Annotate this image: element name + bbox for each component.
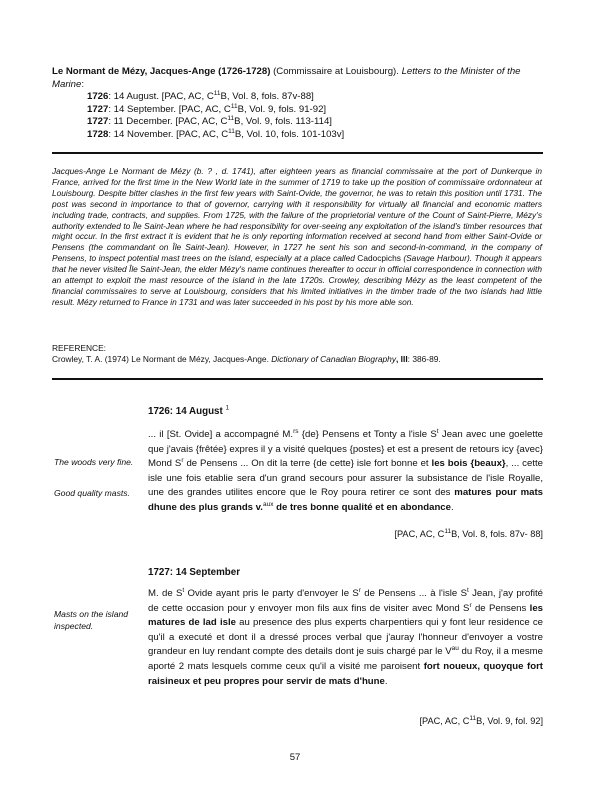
author-name: Le Normant de Mézy, Jacques-Ange (1726-1728) [52, 66, 271, 77]
entry-body: ... il [St. Ovide] a accompagné M.$^{rs}$ {de} Pensens et Tonty a l'isle $S^t$ Jean avec une goelette que j'avais {frêtée} expres il y a visité quelques {postes} et est a present de retours icy {avec} Mond $S^r$ de Pensens ... On dit la terre {de cette} isle fort bonne et les bois {beaux}, ... cette isle une fois etablie sera d'un grand secours pour assurer la subsistance de l'isle Royalle, une des grandes utilites encore que le Roy poura retirer ce sont des matures pour mats dhune des plus grands v.$^{aux}$ de tres bonne qualité et en abondance. [148, 427, 543, 513]
archive-citation: [PAC, AC, $C^{11}B$, Vol. 9, fol. 92] [419, 714, 543, 726]
margin-note: Masts on the island inspected. [54, 609, 129, 631]
reference-citation: Crowley, T. A. (1974) Le Normant de Mézy, Jacques-Ange. Dictionary of Canadian Biography, III: 386-89. [52, 354, 441, 364]
archive-citation: [PAC, AC, $C^{11}B$, Vol. 8, fols. 87v- 88] [394, 527, 543, 539]
document-header [52, 66, 544, 142]
letters-subject: Letters to the Minister of the Marine [52, 66, 521, 90]
reference-label: REFERENCE: [52, 343, 106, 353]
entry-body: M. de $S^t$ Ovide ayant pris le party d'envoyer le $S^r$ de Pensens ... à l'isle $S^t$ Jean, j'ay profité de cette occasion pour y envoyer mon fils aux fins de visiter avec Mond $S^r$ de Pensens les matures de lad isle au presence des plus experts charpentiers qui y font leur residence ce qu'il a executé et dont il a dressé proces verbal que j'auray l'honneur d'envoyer a vostre grandeur en luy rendant compte des details dont je suis chargé par le $V^{au}$ du Roy, il a mesme aporté 2 mats lesquels comme ceux qu'il a visité me paroisent fort noueux, quoyque fort raisineux et peu propres pour servir de mats d'hune. [148, 586, 544, 687]
letter-entry: 1726: 14 August. [PAC, AC, $C^{11}B$, Vol. 8, fols. 87v-88] [87, 90, 314, 103]
place-name: Cadocpichs [357, 253, 401, 264]
margin-note: The woods very fine. [54, 457, 134, 467]
entry-title: 1727: 14 September [148, 567, 241, 578]
letter-entry: 1727: 14 September. [PAC, AC, $C^{11}B$, Vol. 9, fols. 91-92] [87, 102, 327, 115]
entry-title: 1726: 14 August $^1$ [148, 404, 230, 417]
header-lead: Le Normant de Mézy, Jacques-Ange (1726-1728) (Commissaire at Louisbourg). Letters to the Minister of the Marine: [52, 66, 521, 90]
letter-entry: 1727: 11 December. [PAC, AC, $C^{11}B$, Vol. 9, fols. 113-114] [87, 115, 332, 128]
author-role: (Commissaire at Louisbourg). [270, 66, 402, 77]
section-divider [52, 152, 543, 154]
section-divider [52, 378, 543, 380]
page-number: 57 [289, 752, 301, 763]
introduction-paragraph: Jacques-Ange Le Normant de Mézy (b. ? , d. 1741), after eighteen years as financial commissaire at the port of Dunkerque in France, arrived for the first time in the New World late in the summer of 1719 to take up the position of commissaire ordonnateur at Louisbourg. Despite bitter clashes in the first few years with Saint-Ovide, the governor, he was to retain this position until 1731. The post was second in importance to that of governor, carrying with it responsibility for virtually all financial and economic matters including trade, contracts, and supplies. From 1725, with the failure of the proprietorial venture of the Count of Saint-Pierre, Mézy's authority extended to Île Saint-Jean where he had responsibility for over-seeing any exploitation of the island's timber resources that might occur. In the first extract it is evident that he is only reporting information received at second hand from either Saint-Ovide or Pensens (the commandant on Île Saint-Jean). However, in 1727 he sent his son and second-in-command, in the company of Pensens, to inspect potential mast trees on the island, especially at a place called Cadocpichs (Savage Harbour). Though it appears that he never visited Île Saint-Jean, the elder Mézy's name continues thereafter to occur in official correspondence in connection with an attempt to exploit the mast resource of the island in the late 1720s. Crowley, describing Mézy as the least competent of the financial commissaires to serve at Louisbourg, considers that his limited initiatives in the timber trade of the two islands had little result. Mézy returned to France in 1731 and was later succeeded in his post by his more able son. [52, 166, 542, 307]
margin-note: Good quality masts. [54, 488, 130, 498]
letter-entry: 1728: 14 November. [PAC, AC, $C^{11}B$, Vol. 10, fols. 101-103v] [87, 127, 345, 140]
letters-list [87, 91, 544, 141]
